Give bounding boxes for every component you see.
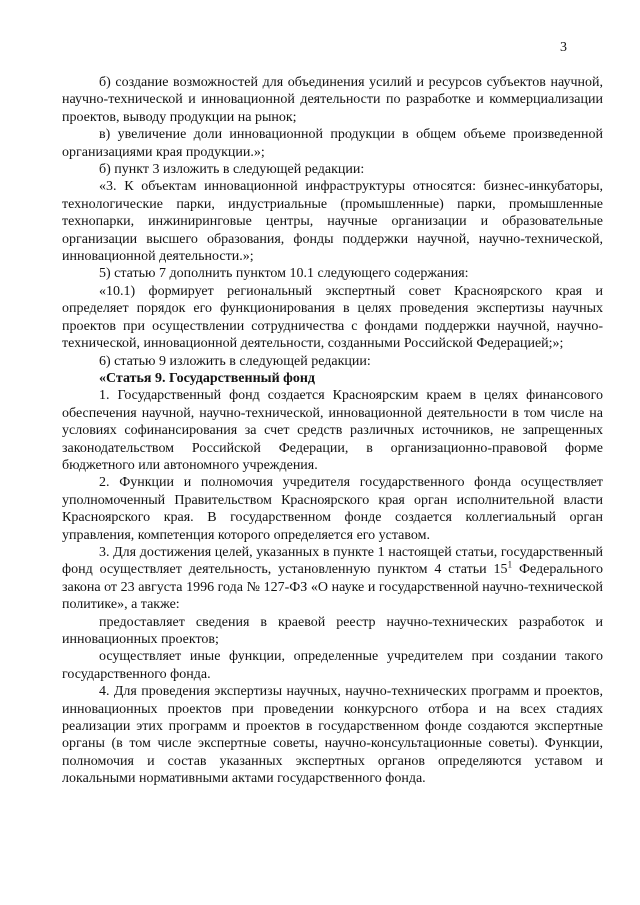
item3-superscript: 1 xyxy=(507,559,513,570)
paragraph-article7-instruction: 5) статью 7 дополнить пунктом 10.1 следующего содержания: xyxy=(99,266,469,282)
page-number: 3 xyxy=(560,40,567,55)
paragraph-item3-text: «3. К объектам инновационной инфраструктуры относятся: бизнес-инкубаторы, технологические парки, индустриальные (промышленные) парки, промышленные технопарки, инжиниринговые центры, научные организации и образовательные организации высшего образования, фонды поддержки научной, научно-технической, инновационной деятельности.»; xyxy=(62,179,603,265)
paragraph-b-opportunities: б) создание возможностей для объединения усилий и ресурсов субъектов научной, научно-технической и инновационной деятельности по разработке и коммерциализации проектов, выводу продукции на рынок; xyxy=(62,75,603,125)
paragraph-item10-1: «10.1) формирует региональный экспертный совет Красноярского края и определяет порядок его функционирования в целях проведения экспертизы научных проектов при осуществлении сотрудничества с фондами поддержки научной, научно-технической, инновационной деятельности, созданными Российской Федерацией;»; xyxy=(62,283,603,352)
paragraph-registry: предоставляет сведения в краевой реестр научно-технических разработок и инновационных проектов; xyxy=(62,614,603,647)
item3-text-start: 3. Для достижения целей, указанных в пункте 1 настоящей статьи, государственный фонд осуществляет деятельность, установленную пунктом 4 статьи 15 xyxy=(62,544,603,578)
paragraph-article9-item3 xyxy=(62,544,603,614)
article9-heading: «Статья 9. Государственный фонд xyxy=(99,370,315,386)
item3-text-end: Федерального закона от 23 августа 1996 года № 127-ФЗ «О науке и государственной научно-технической политике», а также: xyxy=(62,562,603,613)
paragraph-v-share: в) увеличение доли инновационной продукции в общем объеме произведенной организациями края продукции.»; xyxy=(62,127,603,160)
paragraph-article9-instruction: 6) статью 9 изложить в следующей редакции: xyxy=(99,353,371,369)
paragraph-article9-item1: 1. Государственный фонд создается Красноярским краем в целях финансового обеспечения научной, научно-технической, инновационной деятельности в том числе на условиях софинансирования за счет средств различных источников, не запрещенных законодательством Российской Федерации, в организационно-правовой форме бюджетного или автономного учреждения. xyxy=(62,388,603,473)
paragraph-other-functions: осуществляет иные функции, определенные учредителем при создании такого государственного фонда. xyxy=(62,649,603,682)
document-body xyxy=(62,74,603,788)
paragraph-item3-instruction: б) пункт 3 изложить в следующей редакции: xyxy=(99,162,365,178)
paragraph-article9-item2: 2. Функции и полномочия учредителя государственного фонда осуществляет уполномоченный Правительством Красноярского края орган исполнительной власти Красноярского края. В государственном фонде создается коллегиальный орган управления, компетенция которого определяется его уставом. xyxy=(62,475,603,543)
paragraph-article9-item4: 4. Для проведения экспертизы научных, научно-технических программ и проектов, инновационных проектов при проведении конкурсного отбора и на всех стадиях реализации этих программ и проектов в государственном фонде создаются экспертные органы (в том числе экспертные советы, научно-консультационные советы). Функции, полномочия и состав указанных экспертных органов определяются уставом и локальными нормативными актами государственного фонда. xyxy=(62,684,603,787)
